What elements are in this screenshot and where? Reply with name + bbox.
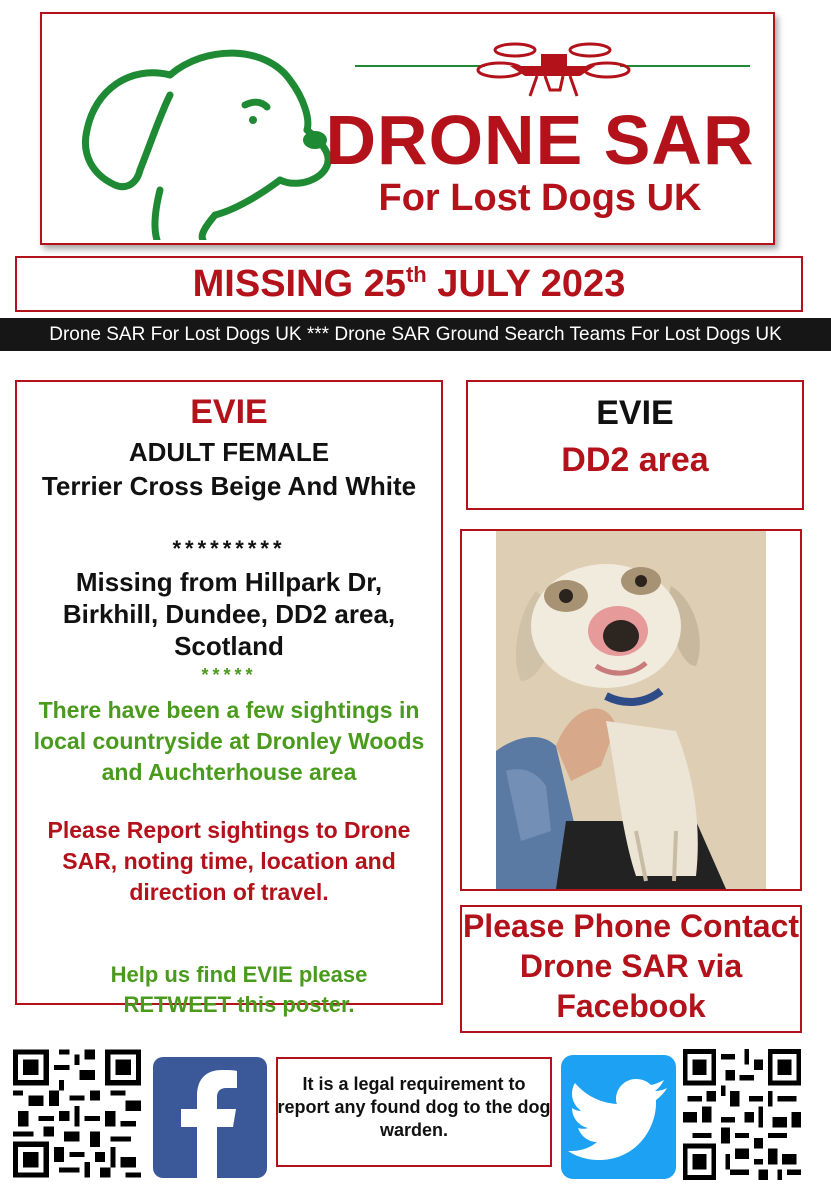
dog-breed: Terrier Cross Beige And White bbox=[41, 471, 417, 501]
missing-date-suffix: JULY 2023 bbox=[426, 263, 626, 305]
contact-text: Please Phone Contact Drone SAR via Facebook bbox=[462, 908, 800, 1024]
dog-name: EVIE bbox=[190, 393, 268, 431]
logo-subtitle: For Lost Dogs UK bbox=[378, 177, 702, 219]
facebook-icon[interactable] bbox=[153, 1057, 267, 1178]
dog-head-logo-icon bbox=[75, 35, 340, 240]
missing-date bbox=[15, 262, 803, 306]
twitter-icon[interactable] bbox=[561, 1055, 676, 1179]
missing-date-ordinal: th bbox=[405, 262, 427, 287]
dog-age-sex: ADULT FEMALE bbox=[128, 437, 330, 467]
drone-icon bbox=[345, 28, 760, 103]
separator-stars: ********* bbox=[172, 536, 286, 561]
missing-date-prefix: MISSING 25 bbox=[192, 263, 406, 305]
sightings-text: There have been a few sightings in local countryside at Dronley Woods and Auchterhouse area bbox=[33, 697, 425, 785]
info-band: Drone SAR For Lost Dogs UK *** Drone SAR Ground Search Teams For Lost Dogs UK bbox=[0, 318, 831, 351]
retweet-request: Help us find EVIE please RETWEET this poster. bbox=[110, 962, 368, 1017]
qr-code-right-icon[interactable] bbox=[683, 1049, 801, 1180]
separator-stars-green: ***** bbox=[201, 665, 257, 685]
dog-photo bbox=[496, 531, 766, 889]
side-dog-name: EVIE bbox=[596, 394, 674, 432]
legal-notice: It is a legal requirement to report any found dog to the dog warden. bbox=[277, 1074, 551, 1140]
qr-code-left-icon[interactable] bbox=[13, 1049, 141, 1178]
missing-location: Missing from Hillpark Dr, Birkhill, Dundee, DD2 area, Scotland bbox=[62, 567, 396, 661]
logo-title: DRONE SAR bbox=[325, 101, 755, 179]
report-instructions: Please Report sightings to Drone SAR, noting time, location and direction of travel. bbox=[47, 817, 411, 905]
side-dog-area: DD2 area bbox=[561, 441, 709, 479]
